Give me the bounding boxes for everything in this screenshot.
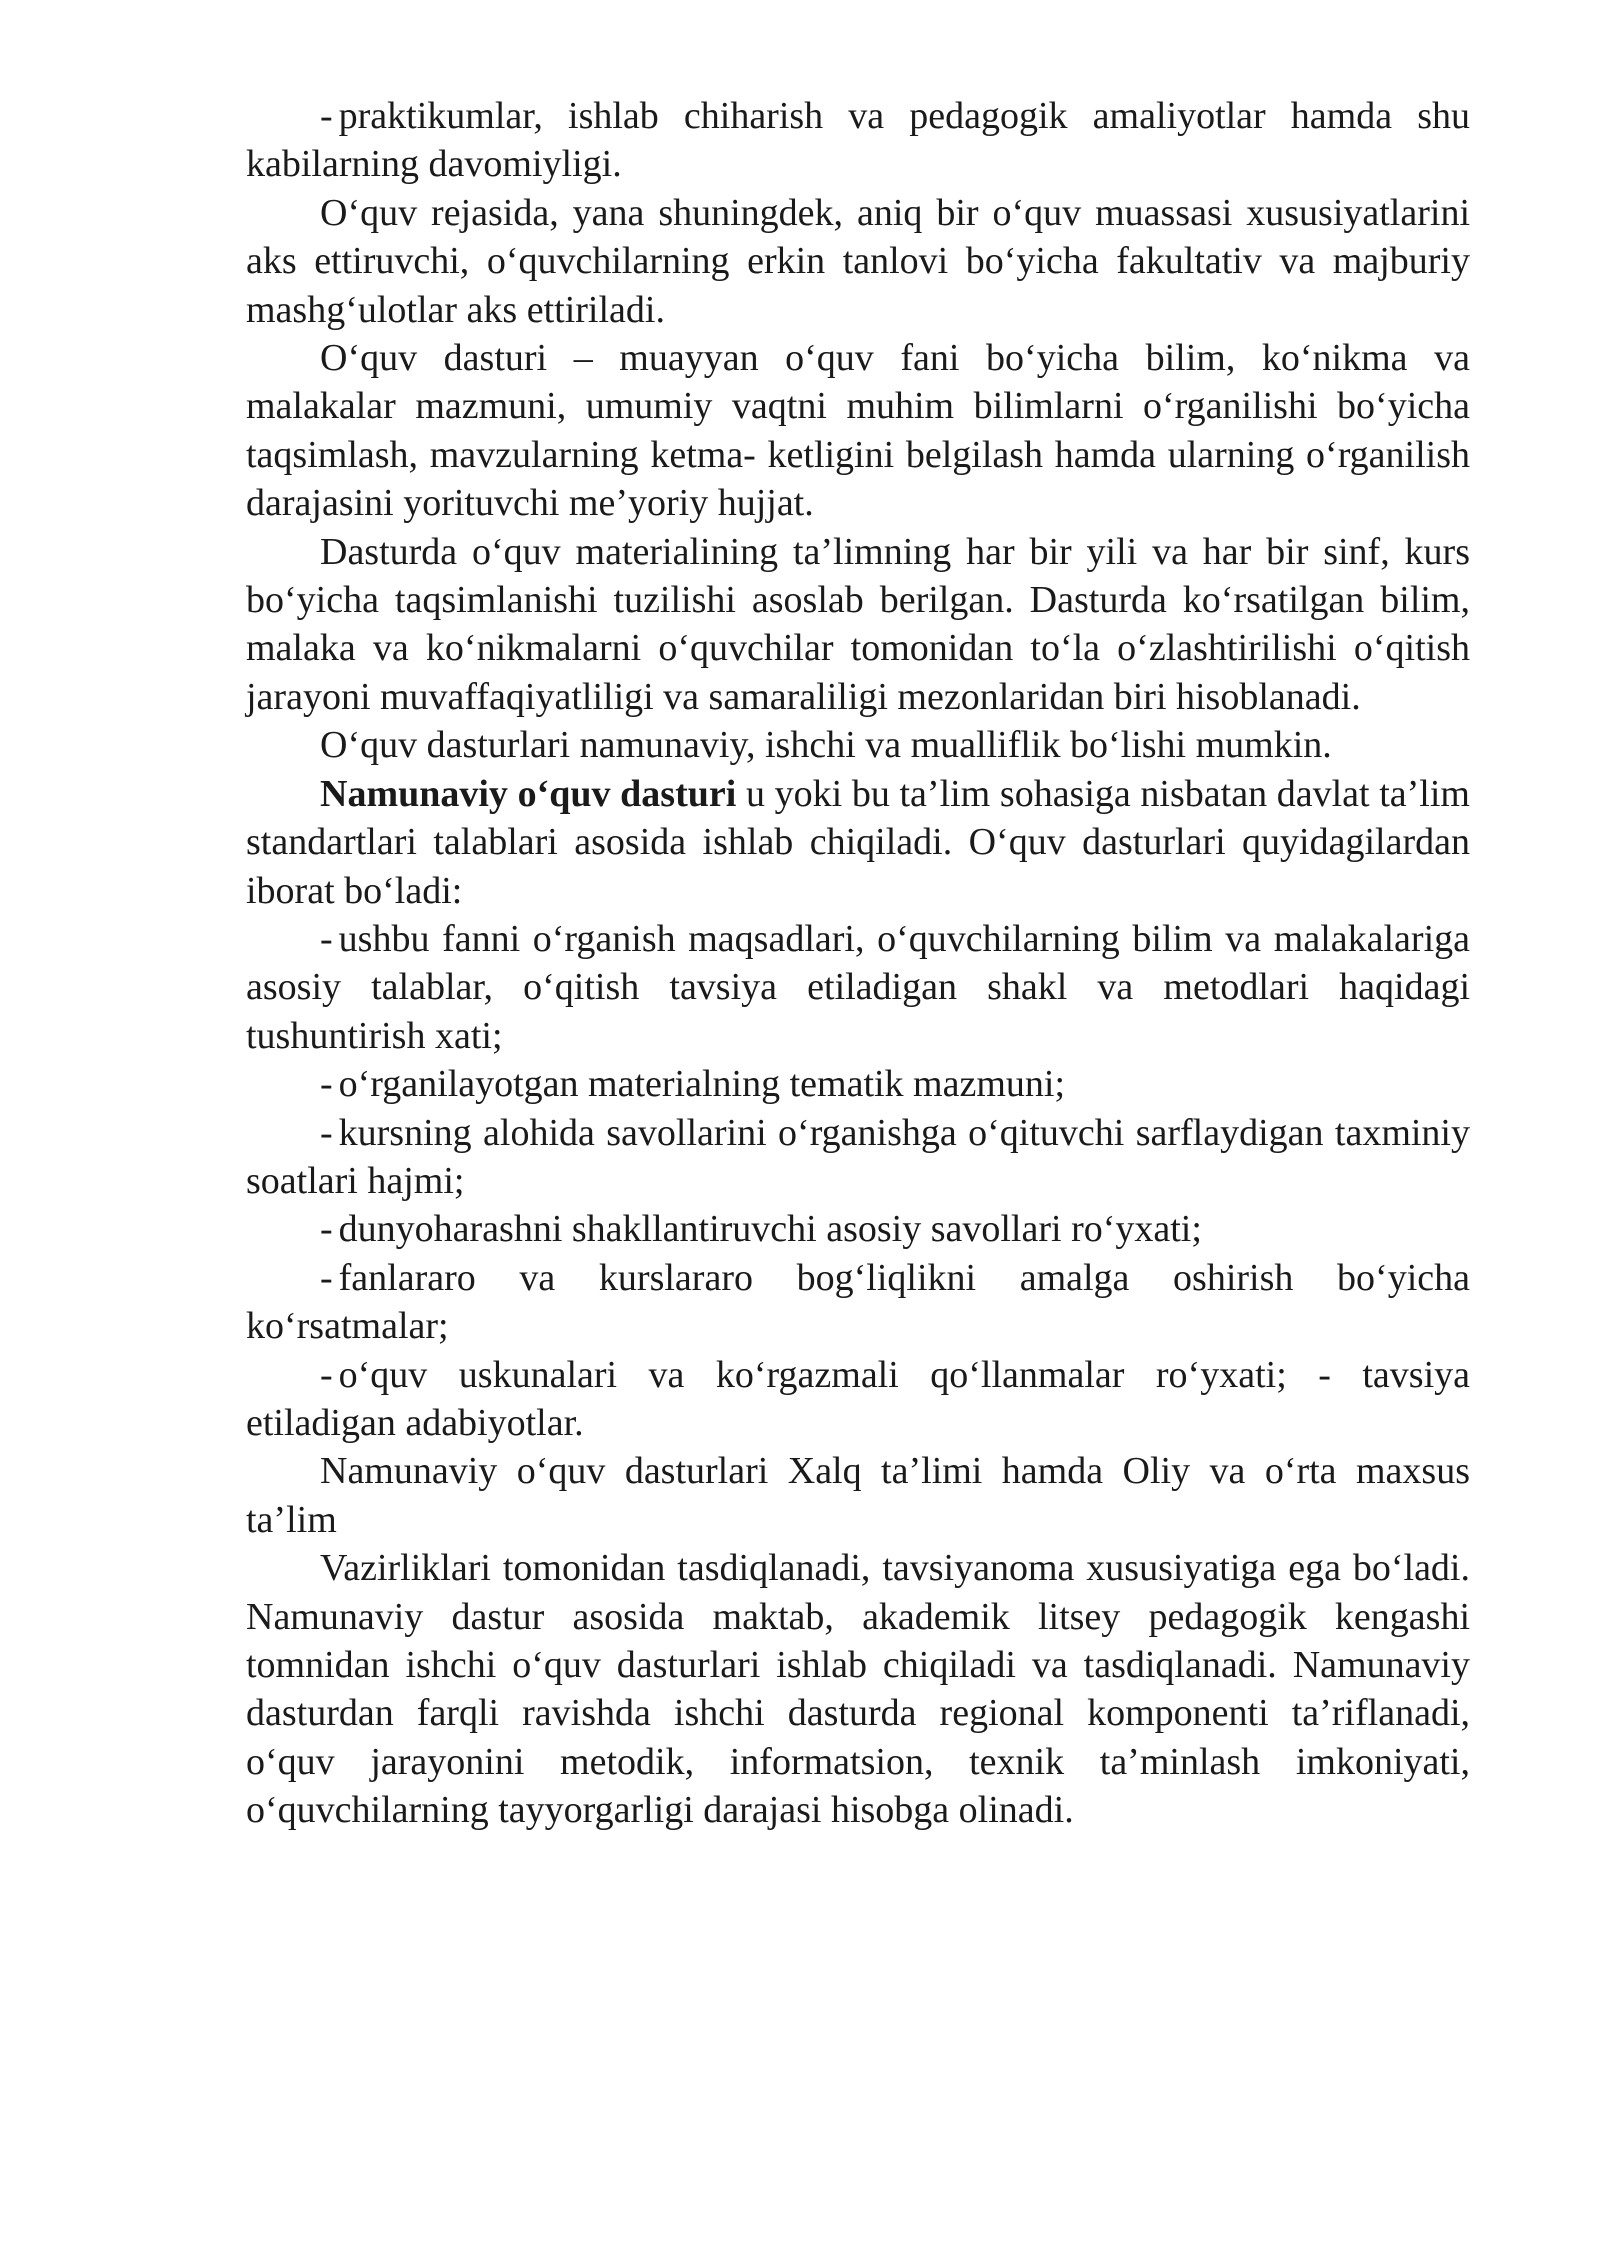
paragraph-namunaviy-tasdiq: [246, 1447, 1470, 1544]
paragraph-text: O‘quv rejasida, yana shuningdek, aniq bir o‘quv muassasi xususiyatlarini aks ettiruvchi, o‘quvchilarning erkin tanlovi bo‘yicha fakultativ va majburiy mashg‘ulotlar aks ettiriladi.: [246, 191, 1470, 331]
list-dash: -: [320, 1353, 333, 1396]
list-dash: -: [320, 1256, 333, 1299]
list-item-text: kursning alohida savollarini o‘rganishga o‘qituvchi sarflaydigan taxminiy soatlari hajmi;: [246, 1111, 1470, 1202]
paragraph-oquv-rejasida: [246, 189, 1470, 334]
list-dash: -: [320, 95, 333, 137]
list-item-text: dunyoharashni shakllantiruvchi asosiy savollari ro‘yxati;: [338, 1208, 1202, 1251]
paragraph-oquv-dasturi: [246, 334, 1470, 528]
list-item-text: o‘rganilayotgan materialning tematik mazmuni;: [338, 1063, 1066, 1106]
paragraph-text: u yoki bu ta’lim sohasiga nisbatan davlat ta’lim standartlari talablari asosida ishlab chiqiladi. O‘quv dasturlari quyidagilardan iborat bo‘ladi:: [246, 772, 1470, 912]
paragraph-text: O‘quv dasturi – muayyan o‘quv fani bo‘yicha bilim, ko‘nikma va malakalar mazmuni, umumiy vaqtni muhim bilimlarni o‘rganilishi bo‘yicha taqsimlash, mavzularning ketma- ketligini belgilash hamda ularning o‘rganilish darajasini yorituvchi me’yoriy hujjat.: [246, 337, 1470, 525]
list-item: [246, 1109, 1470, 1206]
list-item-text: ushbu fanni o‘rganish maqsadlari, o‘quvchilarning bilim va malakalariga asosiy talablar, o‘qitish tavsiya etiladigan shakl va metodlari haqidagi tushuntirish xati;: [246, 917, 1470, 1057]
list-dash: -: [320, 1208, 333, 1251]
list-item: [246, 1205, 1470, 1253]
list-dash: -: [320, 1111, 333, 1154]
document-page: [246, 92, 1470, 1835]
paragraph-dasturda: [246, 528, 1470, 722]
paragraph-text: O‘quv dasturlari namunaviy, ishchi va mualliflik bo‘lishi mumkin.: [320, 724, 1332, 767]
list-item: [246, 1351, 1470, 1448]
paragraph-text: Vazirliklari tomonidan tasdiqlanadi, tavsiyanoma xususiyatiga ega bo‘ladi. Namunaviy dastur asosida maktab, akademik litsey pedagogik kengashi tomnidan ishchi o‘quv dasturlari ishlab chiqiladi va tasdiqlanadi. Namunaviy dasturdan farqli ravishda ishchi dasturda regional komponenti ta’riflanadi, o‘quv jarayonini metodik, informatsion, texnik ta’minlash imkoniyati, o‘quvchilarning tayyorgarligi darajasi hisobga olinadi.: [246, 1547, 1470, 1832]
paragraph-text: praktikumlar, ishlab chiharish va pedagogik amaliyotlar hamda shu kabilarning davomiyligi.: [246, 95, 1470, 186]
paragraph-oquv-dasturlari: [246, 721, 1470, 769]
list-item-text: o‘quv uskunalari va ko‘rgazmali qo‘llanmalar ro‘yxati; - tavsiya etiladigan adabiyotlar.: [246, 1353, 1470, 1444]
paragraph-praktikumlar: [246, 92, 1470, 189]
paragraph-text: Dasturda o‘quv materialining ta’limning har bir yili va har bir sinf, kurs bo‘yicha taqsimlanishi tuzilishi asoslab berilgan. Dasturda ko‘rsatilgan bilim, malaka va ko‘nikmalarni o‘quvchilar tomonidan to‘la o‘zlashtirilishi o‘qitish jarayoni muvaffaqiyatliligi va samaraliligi mezonlaridan biri hisoblanadi.: [246, 530, 1470, 718]
bold-term: Namunaviy o‘quv dasturi: [320, 772, 737, 815]
list-item-text: fanlararo va kurslararo bog‘liqlikni amalga oshirish bo‘yicha ko‘rsatmalar;: [246, 1256, 1470, 1348]
list-item: [246, 915, 1470, 1060]
list-item: [246, 1254, 1470, 1351]
list-dash: -: [320, 917, 333, 960]
list-item: [246, 1060, 1470, 1108]
paragraph-namunaviy-definition: [246, 770, 1470, 915]
list-dash: -: [320, 1063, 333, 1106]
paragraph-text: Namunaviy o‘quv dasturlari Xalq ta’limi hamda Oliy va o‘rta maxsus ta’lim: [246, 1450, 1470, 1541]
paragraph-vazirliklari: [246, 1544, 1470, 1834]
